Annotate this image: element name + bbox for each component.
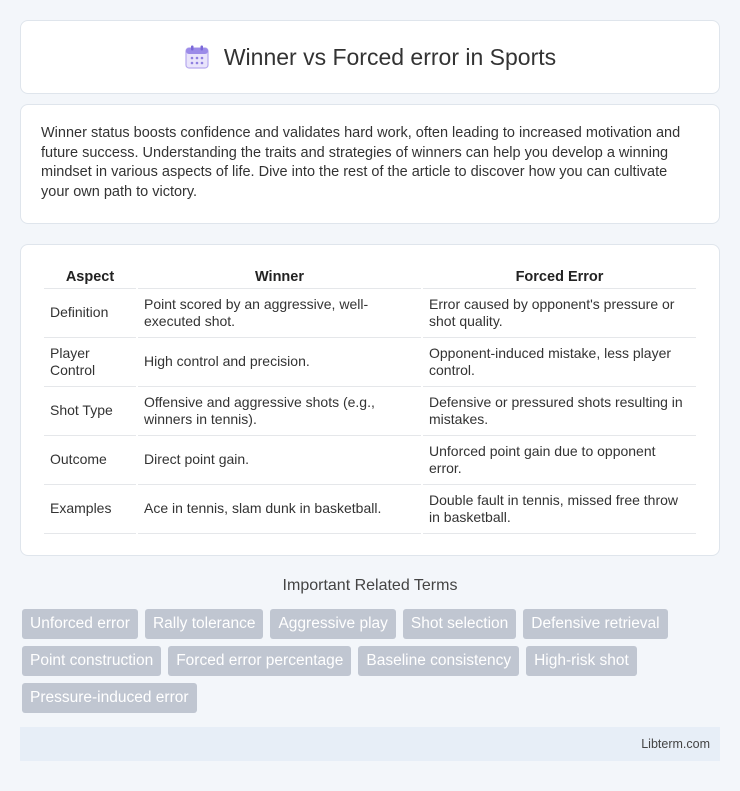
- aspect-cell: Player Control: [44, 338, 136, 387]
- table-row: [44, 338, 696, 387]
- related-term-tag[interactable]: Rally tolerance: [145, 609, 264, 639]
- related-term-tag[interactable]: Aggressive play: [270, 609, 395, 639]
- winner-cell: Offensive and aggressive shots (e.g., winners in tennis).: [138, 387, 421, 436]
- related-term-tag[interactable]: Shot selection: [403, 609, 516, 639]
- related-term-tag[interactable]: Forced error percentage: [168, 646, 351, 676]
- forced-error-cell: Opponent-induced mistake, less player control.: [423, 338, 696, 387]
- footer: [20, 727, 720, 761]
- comparison-table: [42, 265, 698, 534]
- calendar-icon: [184, 44, 210, 70]
- winner-cell: High control and precision.: [138, 338, 421, 387]
- column-header-forced-error: Forced Error: [423, 265, 696, 289]
- table-row: [44, 436, 696, 485]
- aspect-cell: Outcome: [44, 436, 136, 485]
- winner-cell: Ace in tennis, slam dunk in basketball.: [138, 485, 421, 534]
- related-term-tag[interactable]: Unforced error: [22, 609, 138, 639]
- column-header-aspect: Aspect: [44, 265, 136, 289]
- related-term-tag[interactable]: Defensive retrieval: [523, 609, 667, 639]
- related-term-tag[interactable]: High-risk shot: [526, 646, 637, 676]
- forced-error-cell: Defensive or pressured shots resulting in mistakes.: [423, 387, 696, 436]
- comparison-table-card: [20, 244, 720, 556]
- aspect-cell: Definition: [44, 289, 136, 338]
- related-term-tag[interactable]: Point construction: [22, 646, 161, 676]
- forced-error-cell: Double fault in tennis, missed free throw in basketball.: [423, 485, 696, 534]
- column-header-winner: Winner: [138, 265, 421, 289]
- header-card: [20, 20, 720, 94]
- intro-text: Winner status boosts confidence and validates hard work, often leading to increased motivation and future success. Understanding the traits and strategies of winners can help you develop a winning mindset in various aspects of life. Dive into the rest of the article to discover how you can cultivate your own path to victory.: [41, 125, 681, 200]
- related-term-tag[interactable]: Baseline consistency: [358, 646, 519, 676]
- footer-site-link[interactable]: Libterm.com: [641, 737, 710, 751]
- aspect-cell: Shot Type: [44, 387, 136, 436]
- intro-card: [20, 104, 720, 224]
- related-terms-title: Important Related Terms: [282, 577, 458, 594]
- aspect-cell: Examples: [44, 485, 136, 534]
- forced-error-cell: Error caused by opponent's pressure or shot quality.: [423, 289, 696, 338]
- table-row: [44, 485, 696, 534]
- related-terms-list: [22, 609, 722, 720]
- page-title: Winner vs Forced error in Sports: [223, 43, 557, 70]
- winner-cell: Direct point gain.: [138, 436, 421, 485]
- winner-cell: Point scored by an aggressive, well-executed shot.: [138, 289, 421, 338]
- forced-error-cell: Unforced point gain due to opponent error.: [423, 436, 696, 485]
- table-row: [44, 289, 696, 338]
- related-term-tag[interactable]: Pressure-induced error: [22, 683, 197, 713]
- table-header-row: [44, 265, 696, 289]
- table-row: [44, 387, 696, 436]
